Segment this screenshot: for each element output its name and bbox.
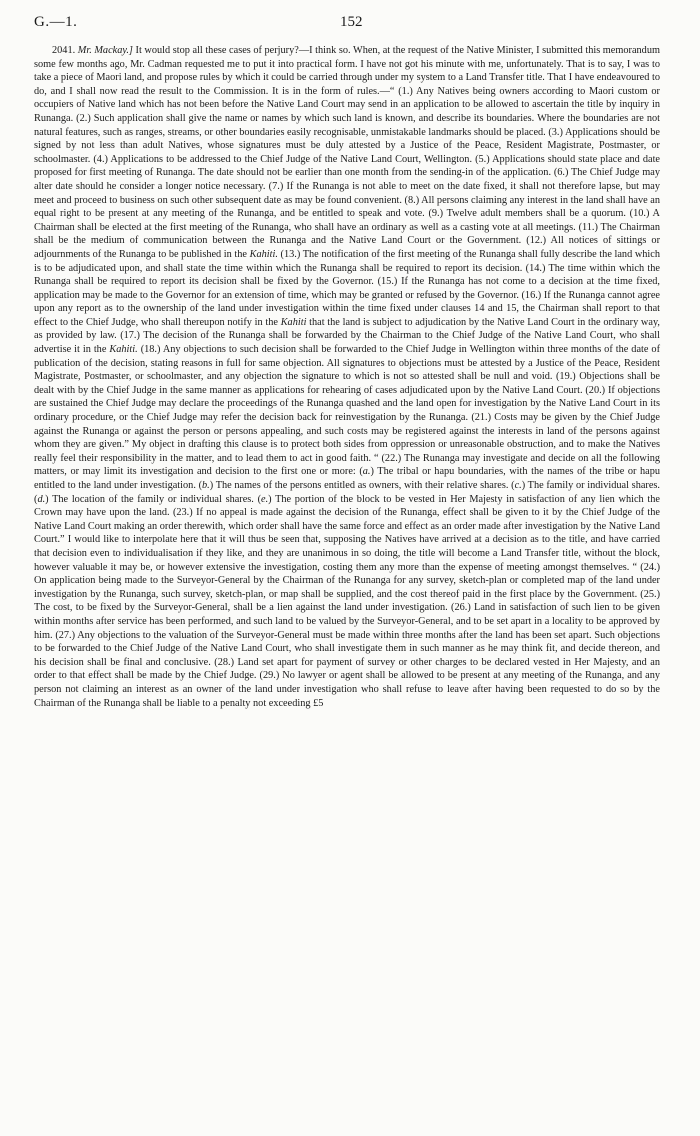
page-header <box>34 14 660 38</box>
italic-term: Kahiti. <box>109 344 138 356</box>
italic-term: Kahiti. <box>249 248 278 260</box>
italic-term: Kahiti <box>280 316 307 328</box>
body-text <box>34 44 660 710</box>
text-segment: (18.) Any objections to such decision shall be forwarded to the Chief Judge in Wellington within three months of the date of publication of the decision, stating reasons in full for same objection. All signatures to objections must be attested by a Justice of the Peace, Resident Magistrate, Postmaster, or schoolmaster, and any objection the signature to which is not so attested shall be null and void. (19.) Objections shall be dealt with by the Chief Judge in the same manner as applications for rehearing of cases adjudicated upon by the Native Land Court. (20.) If objections are sustained the Chief Judge may declare the proceedings of the Runanga quashed and the land open for investigation by the Native Land Court in its ordinary procedure, or the Chief Judge may refer the decision back for reinvestigation by the Runanga. (21.) Costs may be given by the Chief Judge against the Runanga or against the person or persons appealing, and such costs may be registered against the interests in land of the persons against whom they are given.” My object in drafting this clause is to protect both sides from oppression or unreasonable obstruction, and to make the Natives really feel their responsibility in the matter, and to lead them to act in good faith. “ (22.) The Runanga may investigate and decide on all the following matters, or may limit its investigation and decision to the first one or more: ( <box>34 344 660 478</box>
italic-term: c. <box>514 480 522 491</box>
text-segment: ) The location of the family or individual shares. ( <box>45 493 261 505</box>
speaker-name: Mr. Mackay.] <box>77 45 133 56</box>
text-segment: that the land is subject to adjudication by the Native Land Court in the ordinary way, as provided by law. (17.) The decision of the Runanga shall be forwarded by the Chairman to the Chief Judge of the Native Land Court, who shall advertise it in the <box>34 316 660 356</box>
text-segment: (13.) The notification of the first meeting of the Runanga shall fully describe the land which is to be adjudicated upon, and shall state the time within which the Runanga shall be required to report its decision. (14.) The time within which the Runanga shall be required to report its decision shall be fixed by the Governor. (15.) If the Runanga has not come to a decision at the time fixed, application may be made to the Governor for an extension of time, which may be granted or refused by the Governor. (16.) If the Runanga cannot agree upon any report as to the ownership of the land under investigation within the time fixed under clauses 14 and 15, the Chairman shall report to that effect to the Chief Judge, who shall thereupon notify in the <box>34 248 660 328</box>
text-segment: It would stop all these cases of perjury?—I think so. When, at the request of the Native Minister, I submitted this memorandum some few months ago, Mr. Cadman requested me to put it into practical form. I have not got his minute with me, unfortunately. That is to say, I was to take a piece of Maori land, and propose rules by which it could be carried through under my system to a Land Transfer title. That I have endeavoured to do, and I shall now read the result to the Commission. It is in the form of rules.—“ (1.) Any Natives being owners according to Maori custom or occupiers of Native land which has not been before the Native Land Court may send in an application to be allowed to ascertain the title by inquiry in Runanga. (2.) Such application shall give the name or names by which such land is known, and describe its boundaries. Where the boundaries are not natural features, such as ranges, streams, or other boundaries easily recognisable, unmistakable landmarks should be placed. (3.) Applications should be signed by not less than adult Natives, whose signatures must be duly attested by a Justice of the Peace, Resident Magistrate, Postmaster, or schoolmaster. (4.) Applications to be addressed to the Chief Judge of the Native Land Court, Wellington. (5.) Applications should state place and date proposed for first meeting of Runanga. The date should not be earlier than one month from the sending-in of the application. (6.) The Chief Judge may alter date should he consider a longer notice necessary. (7.) If the Runanga is not able to meet on the date fixed, it shall not therefore lapse, but may meet and proceed to business on such other subsequent date as may be found convenient. (8.) All persons claiming any interest in the land shall have an equal right to be present at any meeting of the Runanga, and be entitled to speak and vote. (9.) Twelve adult members shall be a quorum. (10.) A Chairman shall be elected at the first meeting of the Runanga, who shall have an ordinary as well as a casting vote at all meetings. (11.) The Chairman shall be the medium of communication between the Runanga and the Native Land Court or the Government. (12.) All notices of sittings or adjournments of the Runanga to be published in the <box>34 45 660 260</box>
page-number: 152 <box>340 14 363 30</box>
text-segment: ) The tribal or hapu boundaries, with the names of the tribe or hapu entitled to the land under investigation. ( <box>34 466 660 491</box>
text-segment: ) The portion of the block to be vested in Her Majesty in satisfaction of any lien which the Crown may have upon the land. (23.) If no appeal is made against the decision of the Runanga, effect shall be given to it by the Chief Judge of the Native Land Court making an order therewith, which order shall have the same force and effect as an order made after investigation by the Native Land Court.” I would like to interpolate here that it will thus be seen that, supposing the Natives have arrived at a decision as to the title, and have carried that decision even to individualisation if they like, and they are unanimous in so doing, the title will become a Land Transfer title, without the block, however valuable it may be, or however extensive the investigation, costing them any more than the expense of meeting amongst themselves. “ (24.) On application being made to the Surveyor-General by the Chairman of the Runanga for any survey, sketch-plan or completed map of the land under investigation by the Runanga, such survey, sketch-plan, or map shall be supplied, and the cost thereof paid in the first place by the Government. (25.) The cost, to be fixed by the Surveyor-General, shall be a lien against the land under investigation. (26.) Land in satisfaction of such lien to be given within months after service has been performed, and such land to be valued by the Surveyor-General, and to be set apart in a locality to be approved by him. (27.) Any objections to the valuation of the Surveyor-General must be made within three months after the land has been set apart. Such objections to be forwarded to the Chief Judge of the Native Land Court, who shall investigate them in such manner as he may think fit, and decide thereon, and his decision shall be final and conclusive. (28.) Land set apart for payment of survey or other charges to be declared vested in Her Majesty, and an order to that effect shall be made by the Chief Judge. (29.) No lawyer or agent shall be allowed to be present at any meeting of the Runanga, and any person not claiming an interest as an owner of the land under investigation who shall refuse to leave after having been requested to do so by the Chairman of the Runanga shall be liable to a penalty not exceeding £5 <box>34 493 660 709</box>
text-segment: ) The names of the persons entitled as owners, with their relative shares. ( <box>209 480 515 491</box>
italic-term: b. <box>202 480 210 491</box>
paper-reference: G.—1. <box>34 14 78 30</box>
italic-term: a. <box>362 466 371 478</box>
italic-term: e. <box>261 493 269 505</box>
italic-term: d. <box>37 493 46 505</box>
text-segment: ) The family or individual shares. ( <box>34 480 660 505</box>
question-number: 2041. <box>52 45 76 56</box>
evidence-paragraph <box>34 44 660 710</box>
